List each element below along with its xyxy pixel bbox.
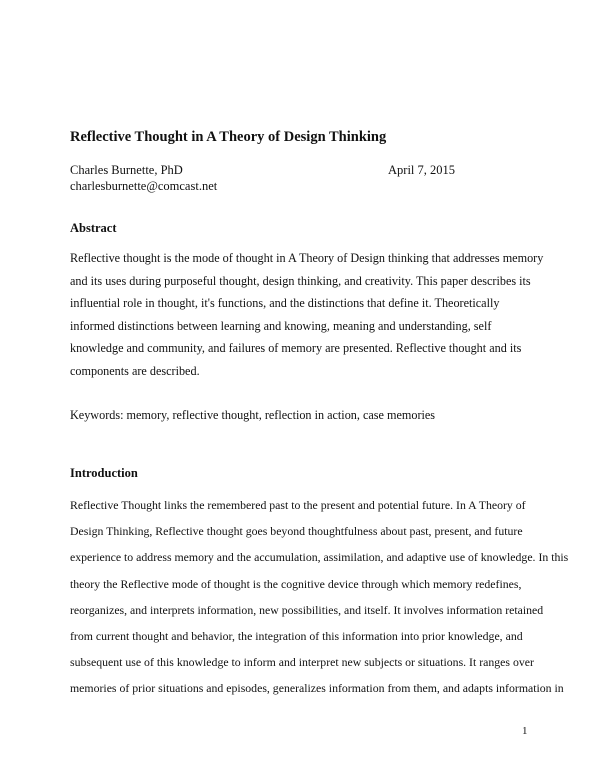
keywords: Keywords: memory, reflective thought, reflection in action, case memories: [70, 408, 436, 422]
abstract-heading: Abstract: [70, 221, 117, 235]
intro-line: Design Thinking, Reflective thought goes beyond thoughtfulness about past, present, and future: [70, 524, 523, 539]
publication-date: April 7, 2015: [388, 163, 456, 177]
author-email: charlesburnette@comcast.net: [70, 179, 218, 193]
intro-line: theory the Reflective mode of thought is the cognitive device through which memory redefines,: [70, 576, 522, 591]
intro-line: reorganizes, and interprets information, new possibilities, and itself. It involves information retained: [70, 602, 544, 617]
abstract-line: knowledge and community, and failures of memory are presented. Reflective thought and its: [70, 341, 522, 355]
intro-line: memories of prior situations and episodes, generalizes information from them, and adapts information in: [70, 681, 564, 696]
abstract-paragraph: [70, 247, 544, 382]
author-name: Charles Burnette, PhD: [70, 163, 183, 177]
abstract-line: components are described.: [70, 363, 200, 378]
abstract-line: informed distinctions between learning and knowing, meaning and understanding, self: [70, 318, 492, 333]
abstract-line: influential role in thought, it's functions, and the distinctions that define it. Theoretically: [70, 296, 500, 310]
paper-title: Reflective Thought in A Theory of Design Thinking: [70, 129, 387, 145]
introduction-paragraph: [70, 492, 569, 702]
abstract-line: and its uses during purposeful thought, design thinking, and creativity. This paper describes its: [70, 273, 531, 288]
introduction-heading: Introduction: [70, 466, 138, 480]
abstract-line: Reflective thought is the mode of thought in A Theory of Design thinking that addresses memory: [70, 251, 544, 265]
intro-line: subsequent use of this knowledge to inform and interpret new subjects or situations. It ranges over: [70, 655, 534, 670]
intro-line: from current thought and behavior, the integration of this information into prior knowledge, and: [70, 628, 523, 643]
intro-line: experience to address memory and the accumulation, assimilation, and adaptive use of knowledge. In this: [70, 550, 569, 565]
intro-line: Reflective Thought links the remembered past to the present and potential future. In A Theory of: [70, 498, 526, 512]
page-number: 1: [522, 725, 528, 737]
